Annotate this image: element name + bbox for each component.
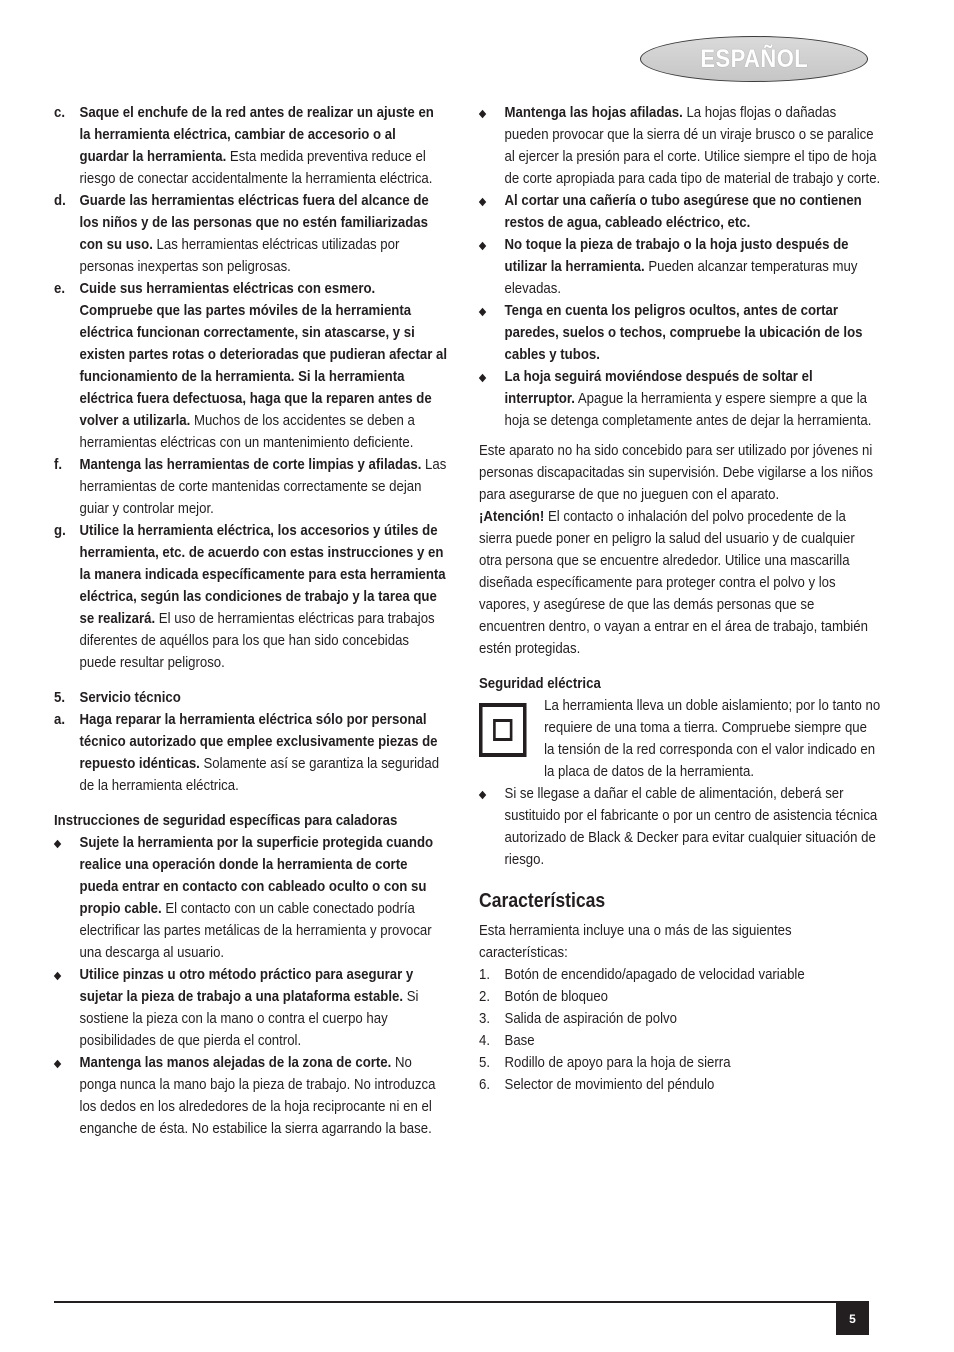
list-item-d: d. Guarde las herramientas eléctricas fuera del alcance de los niños y de las personas que no estén familiarizadas con su uso. Las herramientas eléctricas utilizadas por personas inexpertas son peligrosas. xyxy=(54,192,429,275)
bullet-diamond-icon xyxy=(54,840,61,848)
jigsaw-safety-heading: Instrucciones de seguridad específicas para caladoras xyxy=(54,812,398,829)
bullet-item: No toque la pieza de trabajo o la hoja justo después de utilizar la herramienta. Pueden alcanzar temperaturas muy elevadas. xyxy=(479,234,880,300)
feature-item: 6. Selector de movimiento del péndulo xyxy=(479,1076,715,1093)
bullet-diamond-icon xyxy=(479,198,486,206)
feature-item: 5. Rodillo de apoyo para la hoja de sierra xyxy=(479,1054,731,1071)
bullet-item: Tenga en cuenta los peligros ocultos, antes de cortar paredes, suelos o techos, compruebe la ubicación de los cables y tubos. xyxy=(479,300,880,366)
list-item-f: f. Mantenga las herramientas de corte limpias y afiladas. Las herramientas de corte mantenidas correctamente se dejan guiar y controlar mejor. xyxy=(54,456,447,517)
bullet-item: Si se llegase a dañar el cable de alimentación, deberá ser sustituido por el fabricante o por un centro de asistencia técnica autorizado de Black & Decker para evitar cualquier situación de riesgo. xyxy=(479,783,880,871)
double-insulation-icon xyxy=(479,703,527,757)
bullet-item: Sujete la herramienta por la superficie protegida cuando realice una operación donde la herramienta de corte pueda entrar en contacto con cableado oculto o con su propio cable. El contacto con un cable conectado podría electrificar las partes metálicas de la herramienta y provocar una descarga al usuario. xyxy=(54,832,447,964)
bullet-item: Mantenga las manos alejadas de la zona de corte. No ponga nunca la mano bajo la pieza de trabajo. No introduzca los dedos en los alrededores de la hoja reciprocante ni en el enganche de ésta. No estabilice la sierra agarrando la base. xyxy=(54,1052,447,1140)
bullet-diamond-icon xyxy=(54,972,61,980)
right-column xyxy=(479,102,879,1096)
double-insulation-text: La herramienta lleva un doble aislamiento; por lo tanto no requiere de una toma a tierra. Compruebe siempre que la tensión de la red corresponda con el valor indicado en la placa de datos de la herramienta. xyxy=(544,697,881,780)
bullet-diamond-icon xyxy=(479,374,486,382)
attention-paragraph: ¡Atención! El contacto o inhalación del polvo procedente de la sierra puede poner en peligro la salud del usuario y de cualquier otra persona que se encuentre alrededor. Utilice una mascarilla diseñada específicamente para proteger contra el polvo y los vapores, y asegúrese de que las demás personas que se encuentren dentro, o vayan a entrar en el área de trabajo, también estén protegidas. xyxy=(479,508,868,657)
list-item-e: e. Cuide sus herramientas eléctricas con esmero. Compruebe que las partes móviles de la herramienta eléctrica funcionan correctamente, sin atascarse, y si existen partes rotas o deterioradas que pudieran afectar al funcionamiento de la herramienta. Si la herramienta eléctrica fuera defectuosa, haga que la reparen antes de volver a utilizarla. Muchos de los accidentes se deben a herramientas eléctricas con un mantenimiento deficiente. xyxy=(54,280,448,451)
electrical-safety-heading: Seguridad eléctrica xyxy=(479,675,601,692)
feature-item: 3. Salida de aspiración de polvo xyxy=(479,1010,677,1027)
left-column xyxy=(54,102,446,1140)
bullet-diamond-icon xyxy=(479,308,486,316)
bullet-diamond-icon xyxy=(54,1060,61,1068)
bullet-item: Utilice pinzas u otro método práctico para asegurar y sujetar la pieza de trabajo a una plataforma estable. Si sostiene la pieza con la mano o contra el cuerpo hay posibilidades de que pierda el control. xyxy=(54,964,447,1052)
features-title: Características xyxy=(479,890,606,912)
bullet-diamond-icon xyxy=(479,242,486,250)
bullet-diamond-icon xyxy=(479,110,486,118)
list-item-c: c. Saque el enchufe de la red antes de realizar un ajuste en la herramienta eléctrica, cambiar de accesorio o al guardar la herramienta. Esta medida preventiva reduce el riesgo de conectar accidentalmente la herramienta eléctrica. xyxy=(54,104,434,187)
feature-item: 4. Base xyxy=(479,1032,535,1049)
bullet-item: Al cortar una cañería o tubo asegúrese que no contienen restos de agua, cableado eléctrico, etc. xyxy=(479,190,880,234)
language-label: ESPAÑOL xyxy=(700,44,808,73)
list-item-g: g. Utilice la herramienta eléctrica, los accesorios y útiles de herramienta, etc. de acuerdo con estas instrucciones y en la manera indicada específicamente para esta herramienta eléctrica, según las condiciones de trabajo y la tarea que se realizará. El uso de herramientas eléctricas para trabajos diferentes de aquéllos para los que han sido concebidas puede resultar peligroso. xyxy=(54,522,446,671)
language-badge xyxy=(640,36,868,82)
list-item-service-a: a. Haga reparar la herramienta eléctrica sólo por personal técnico autorizado que emplee exclusivamente piezas de repuesto idénticas. Solamente así se garantiza la seguridad de la herramienta eléctrica. xyxy=(54,711,440,794)
bullet-item: La hoja seguirá moviéndose después de soltar el interruptor. Apague la herramienta y espere siempre a que la hoja se detenga completamente antes de dejar la herramienta. xyxy=(479,366,880,432)
features-intro: Esta herramienta incluye una o más de las siguientes características: xyxy=(479,922,792,961)
feature-item: 2. Botón de bloqueo xyxy=(479,988,609,1005)
page-number: 5 xyxy=(836,1302,869,1335)
footer-rule xyxy=(54,1301,869,1303)
supervision-paragraph: Este aparato no ha sido concebido para ser utilizado por jóvenes ni personas discapacitadas sin supervisión. Debe vigilarse a los niños para asegurarse de que no jueguen con el aparato. xyxy=(479,442,874,503)
double-insulation-block xyxy=(479,695,880,783)
feature-item: 1. Botón de encendido/apagado de velocidad variable xyxy=(479,966,805,983)
bullet-diamond-icon xyxy=(479,791,486,799)
bullet-item: Mantenga las hojas afiladas. La hojas flojas o dañadas pueden provocar que la sierra dé un viraje brusco o se paralice al ejercer la presión para el corte. Utilice siempre el tipo de hoja de corte apropiada para cada tipo de material de trabajo y corte. xyxy=(479,102,880,190)
section-service-heading: 5. Servicio técnico xyxy=(54,689,181,706)
